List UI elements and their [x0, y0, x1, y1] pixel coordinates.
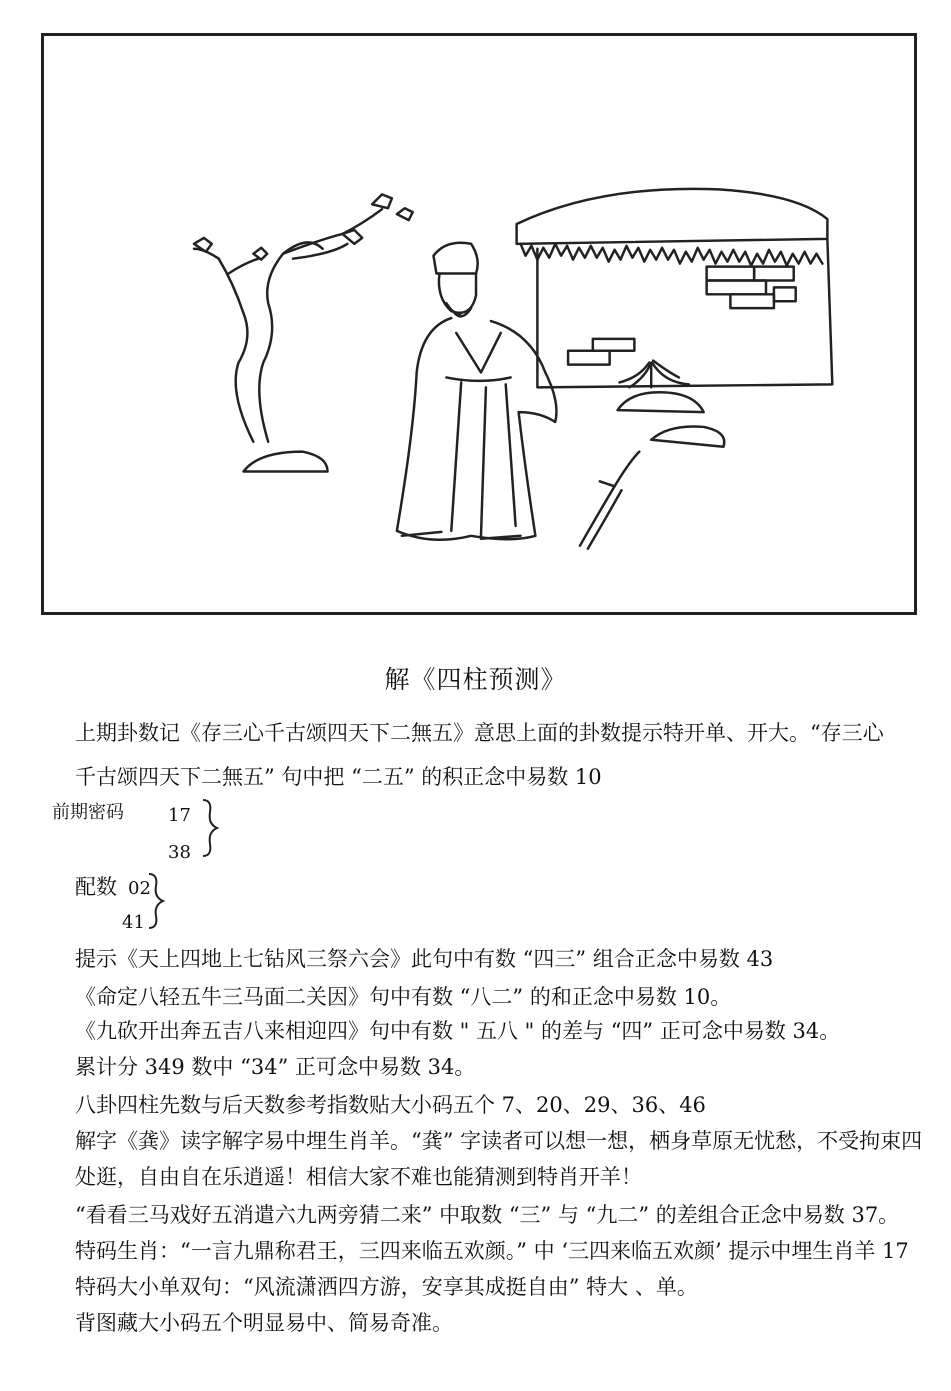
- right-brace-icon: [146, 872, 166, 930]
- body-line: 八卦四柱先数与后天数参考指数贴大小码五个 7、20、29、36、46: [75, 1093, 706, 1117]
- body-line: 《命定八轻五牛三马面二关因》句中有数 “八二” 的和正念中易数 10。: [75, 985, 732, 1009]
- body-line: 提示《天上四地上七钻风三祭六会》此句中有数 “四三” 组合正念中易数 43: [75, 947, 774, 971]
- previous-code-number: 38: [168, 842, 191, 863]
- body-line: 累计分 349 数中 “34” 正可念中易数 34。: [75, 1055, 476, 1079]
- illustration-frame: [41, 33, 917, 615]
- intro-line-1: 上期卦数记《存三心千古颂四天下二無五》意思上面的卦数提示特开单、开大。“存三心: [75, 721, 884, 745]
- pair-number: 02: [128, 878, 151, 899]
- page-title: 解《四柱预测》: [384, 665, 567, 694]
- pair-number: 41: [122, 912, 145, 933]
- intro-line-2: 千古颂四天下二無五” 句中把 “二五” 的积正念中易数 10: [75, 765, 602, 789]
- tree: [194, 194, 413, 441]
- body-line: 《九砍开出奔五吉八来相迎四》句中有数 " 五八 " 的差与 “四” 正可念中易数 34。: [75, 1019, 841, 1043]
- body-line: 特码大小单双句：“风流潇洒四方游，安享其成挺自由” 特大 、单。: [75, 1275, 698, 1299]
- stick: [580, 452, 639, 549]
- previous-code-number: 17: [168, 805, 191, 826]
- body-line: 特码生肖：“一言九鼎称君王，三四来临五欢颜。” 中 ‘三四来临五欢颜’ 提示中埋生肖羊 17: [75, 1239, 909, 1263]
- body-line: 解字《龚》读字解字易中埋生肖羊。“龚” 字读者可以想一想，栖身草原无忧愁，不受拘束四: [75, 1129, 923, 1153]
- pair-label: 配数: [75, 875, 117, 899]
- previous-code-label: 前期密码: [52, 802, 124, 823]
- right-brace-icon: [200, 798, 220, 858]
- scholar-figure: [397, 243, 557, 540]
- thatched-hut: [517, 189, 833, 387]
- body-line: 背图藏大小码五个明显易中、简易奇准。: [75, 1311, 453, 1335]
- body-line: 处逛，自由自在乐逍遥！相信大家不难也能猜测到特肖开羊！: [75, 1165, 642, 1189]
- body-line: “看看三马戏好五消遣六九两旁猜二来” 中取数 “三” 与 “九二” 的差组合正念中易数 37。: [75, 1203, 900, 1227]
- scholar-illustration: [44, 36, 914, 612]
